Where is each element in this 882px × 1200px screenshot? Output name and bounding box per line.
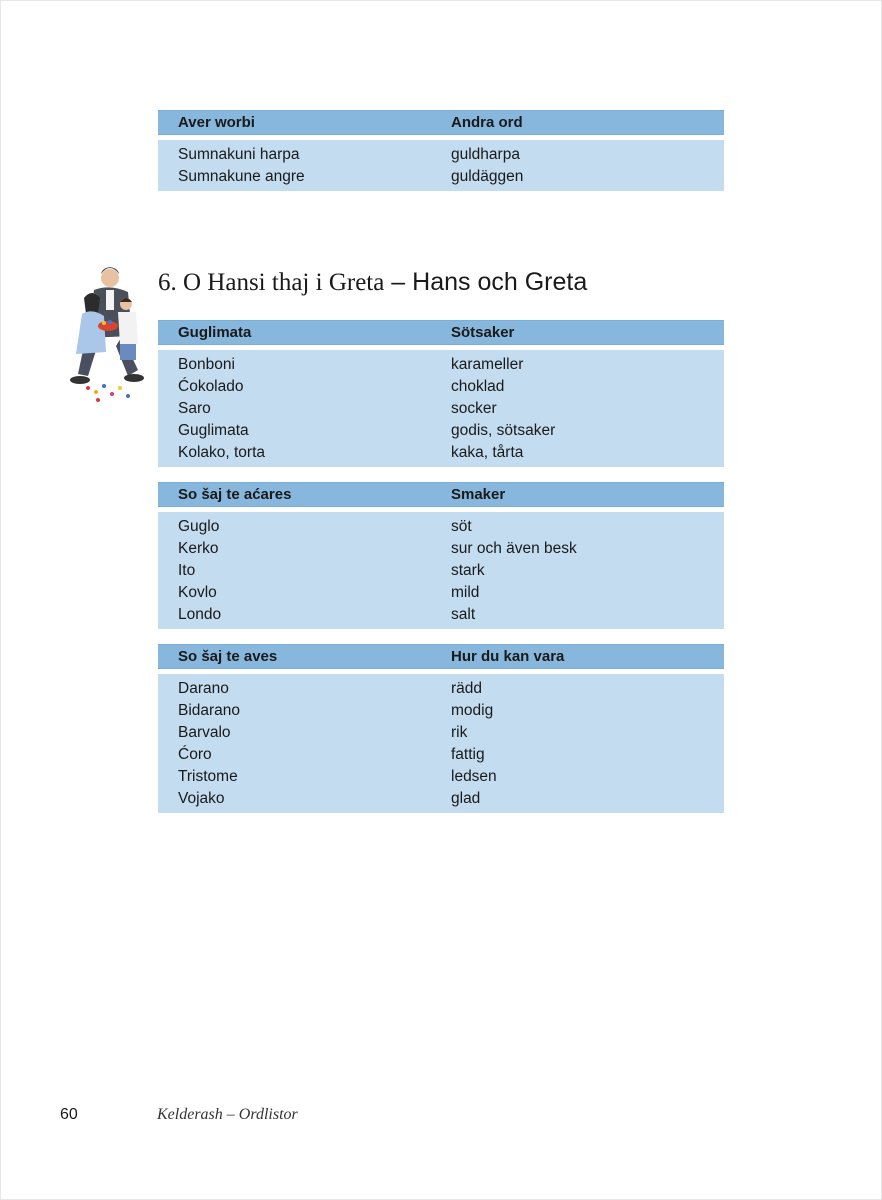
romani-word: Guglo [178, 518, 220, 535]
table-row [158, 722, 724, 744]
vocab-table-other-words [158, 110, 724, 191]
swedish-word: söt [451, 518, 472, 535]
swedish-word: guldäggen [451, 168, 524, 185]
romani-word: Ito [178, 562, 196, 579]
swedish-word: salt [451, 606, 476, 623]
swedish-word: fattig [451, 746, 485, 763]
swedish-word: godis, sötsaker [451, 422, 556, 439]
table-row [158, 766, 724, 788]
table-row [158, 420, 724, 442]
swedish-word: kaka, tårta [451, 444, 524, 461]
table-row [158, 354, 724, 376]
romani-word: Bidarano [178, 702, 241, 719]
vocab-table-sweets [158, 320, 724, 467]
section-title-swedish: Hans och Greta [412, 268, 588, 296]
header-swedish: Smaker [451, 486, 506, 503]
swedish-word: socker [451, 400, 497, 417]
romani-word: Sumnakuni harpa [178, 146, 300, 163]
swedish-word: mild [451, 584, 480, 601]
table-row [158, 442, 724, 464]
table-row [158, 376, 724, 398]
romani-word: Saro [178, 400, 211, 417]
swedish-word: rik [451, 724, 468, 741]
table-body [158, 140, 724, 191]
header-swedish: Andra ord [451, 114, 523, 131]
header-romani: So šaj te aves [178, 648, 278, 665]
vocab-table-feelings [158, 644, 724, 813]
romani-word: Bonboni [178, 356, 235, 373]
swedish-word: guldharpa [451, 146, 520, 163]
swedish-word: modig [451, 702, 494, 719]
page-number: 60 [60, 1106, 78, 1123]
vocab-table-tastes [158, 482, 724, 629]
table-row [158, 604, 724, 626]
table-header [158, 644, 724, 669]
swedish-word: sur och även besk [451, 540, 577, 557]
table-row [158, 398, 724, 420]
swedish-word: glad [451, 790, 481, 807]
romani-word: Ćoro [178, 746, 212, 763]
romani-word: Vojako [178, 790, 225, 807]
romani-word: Kerko [178, 540, 219, 557]
table-row [158, 144, 724, 166]
header-romani: Aver worbi [178, 114, 255, 131]
table-header [158, 482, 724, 507]
romani-word: Londo [178, 606, 222, 623]
romani-word: Kolako, torta [178, 444, 266, 461]
swedish-word: choklad [451, 378, 505, 395]
swedish-word: ledsen [451, 768, 497, 785]
running-footer-title: Kelderash – Ordlistor [157, 1106, 298, 1123]
romani-word: Kovlo [178, 584, 217, 601]
swedish-word: rädd [451, 680, 483, 697]
family-illustration [58, 256, 150, 406]
table-row [158, 582, 724, 604]
table-row [158, 744, 724, 766]
swedish-word: karameller [451, 356, 524, 373]
romani-word: Ćokolado [178, 378, 244, 395]
swedish-word: stark [451, 562, 485, 579]
table-row [158, 516, 724, 538]
table-header [158, 110, 724, 135]
header-romani: Guglimata [178, 324, 252, 341]
romani-word: Sumnakune angre [178, 168, 305, 185]
romani-word: Darano [178, 680, 229, 697]
table-row [158, 788, 724, 810]
romani-word: Tristome [178, 768, 238, 785]
table-row [158, 538, 724, 560]
header-romani: So šaj te aćares [178, 486, 292, 503]
table-row [158, 560, 724, 582]
section-title [158, 268, 587, 297]
header-swedish: Sötsaker [451, 324, 515, 341]
table-row [158, 166, 724, 188]
table-row [158, 700, 724, 722]
romani-word: Guglimata [178, 422, 249, 439]
table-body [158, 674, 724, 813]
header-swedish: Hur du kan vara [451, 648, 565, 665]
section-title-romani: 6. O Hansi thaj i Greta [158, 269, 385, 296]
table-row [158, 678, 724, 700]
table-body [158, 350, 724, 467]
table-header [158, 320, 724, 345]
romani-word: Barvalo [178, 724, 231, 741]
section-title-dash: – [384, 268, 413, 296]
table-body [158, 512, 724, 629]
